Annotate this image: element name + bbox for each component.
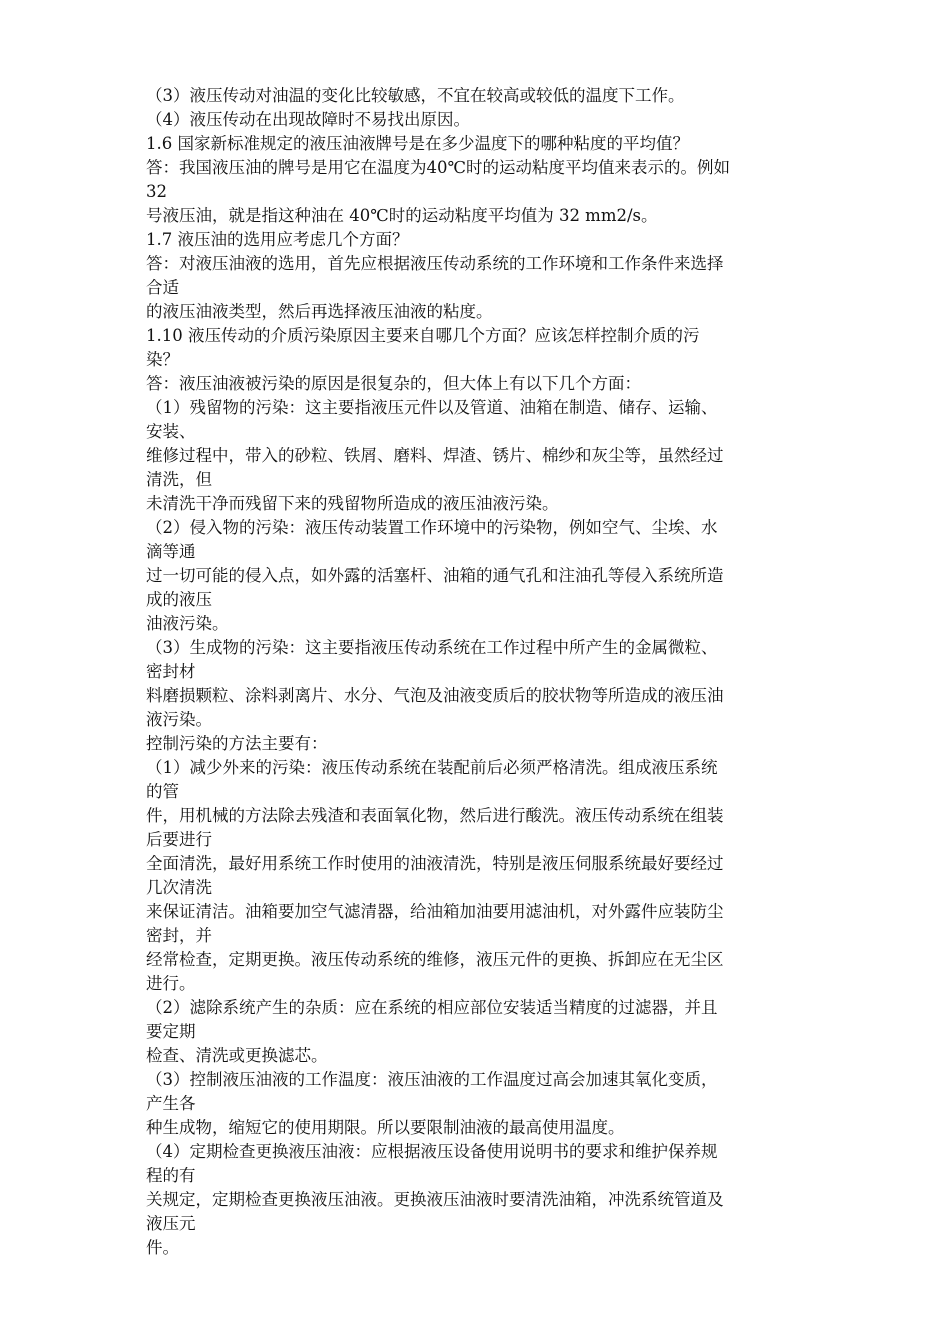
text-line: 件。 bbox=[146, 1238, 179, 1257]
text-line: 几次清洗 bbox=[146, 878, 212, 897]
text-line: 1.10 液压传动的介质污染原因主要来自哪几个方面？应该怎样控制介质的污 bbox=[146, 326, 700, 345]
text-line: 1.6 国家新标准规定的液压油液牌号是在多少温度下的哪种粘度的平均值？ bbox=[146, 134, 689, 153]
text-line: 维修过程中，带入的砂粒、铁屑、磨料、焊渣、锈片、棉纱和灰尘等，虽然经过 bbox=[146, 446, 724, 465]
text-line: （2）侵入物的污染：液压传动装置工作环境中的污染物，例如空气、尘埃、水 bbox=[146, 518, 718, 537]
text-line: 全面清洗，最好用系统工作时使用的油液清洗，特别是液压伺服系统最好要经过 bbox=[146, 854, 724, 873]
text-line: 合适 bbox=[146, 278, 179, 297]
text-line: 料磨损颗粒、涂料剥离片、水分、气泡及油液变质后的胶状物等所造成的液压油 bbox=[146, 686, 724, 705]
text-line: 关规定，定期检查更换液压油液。更换液压油液时要清洗油箱，冲洗系统管道及 bbox=[146, 1190, 724, 1209]
text-line: 经常检查，定期更换。液压传动系统的维修，液压元件的更换、拆卸应在无尘区 bbox=[146, 950, 724, 969]
text-line: 染？ bbox=[146, 350, 179, 369]
document-body bbox=[146, 84, 816, 1260]
text-line: （4）定期检查更换液压油液：应根据液压设备使用说明书的要求和维护保养规 bbox=[146, 1142, 718, 1161]
text-line: 产生各 bbox=[146, 1094, 196, 1113]
text-line: 件，用机械的方法除去残渣和表面氧化物，然后进行酸洗。液压传动系统在组装 bbox=[146, 806, 724, 825]
text-line: 密封材 bbox=[146, 662, 196, 681]
text-line: 答：对液压油液的选用，首先应根据液压传动系统的工作环境和工作条件来选择 bbox=[146, 254, 724, 273]
text-line: 32 bbox=[146, 182, 167, 201]
text-line: 的液压油液类型，然后再选择液压油液的粘度。 bbox=[146, 302, 493, 321]
text-line: 号液压油，就是指这种油在 40℃时的运动粘度平均值为 32 mm2/s。 bbox=[146, 206, 658, 225]
text-line: 未清洗干净而残留下来的残留物所造成的液压油液污染。 bbox=[146, 494, 559, 513]
text-line: 答：液压油液被污染的原因是很复杂的，但大体上有以下几个方面： bbox=[146, 374, 641, 393]
text-line: （3）液压传动对油温的变化比较敏感，不宜在较高或较低的温度下工作。 bbox=[146, 86, 685, 105]
text-line: 种生成物，缩短它的使用期限。所以要限制油液的最高使用温度。 bbox=[146, 1118, 625, 1137]
text-line: 过一切可能的侵入点，如外露的活塞杆、油箱的通气孔和注油孔等侵入系统所造 bbox=[146, 566, 724, 585]
text-line: 清洗，但 bbox=[146, 470, 212, 489]
text-line: 安装、 bbox=[146, 422, 196, 441]
text-line: 滴等通 bbox=[146, 542, 196, 561]
text-line: （2）滤除系统产生的杂质：应在系统的相应部位安装适当精度的过滤器，并且 bbox=[146, 998, 718, 1017]
text-line: 成的液压 bbox=[146, 590, 212, 609]
text-line: 液污染。 bbox=[146, 710, 212, 729]
text-line: 程的有 bbox=[146, 1166, 196, 1185]
text-line: （4）液压传动在出现故障时不易找出原因。 bbox=[146, 110, 470, 129]
text-line: （3）控制液压油液的工作温度：液压油液的工作温度过高会加速其氧化变质， bbox=[146, 1070, 718, 1089]
text-line: 检查、清洗或更换滤芯。 bbox=[146, 1046, 328, 1065]
text-line: 进行。 bbox=[146, 974, 196, 993]
text-line: （1）减少外来的污染：液压传动系统在装配前后必须严格清洗。组成液压系统 bbox=[146, 758, 718, 777]
text-line: 后要进行 bbox=[146, 830, 212, 849]
text-line: 密封，并 bbox=[146, 926, 212, 945]
text-line: 的管 bbox=[146, 782, 179, 801]
text-line: 答：我国液压油的牌号是用它在温度为40℃时的运动粘度平均值来表示的。例如 bbox=[146, 158, 730, 177]
text-line: （1）残留物的污染：这主要指液压元件以及管道、油箱在制造、储存、运输、 bbox=[146, 398, 718, 417]
text-line: （3）生成物的污染：这主要指液压传动系统在工作过程中所产生的金属微粒、 bbox=[146, 638, 718, 657]
text-line: 要定期 bbox=[146, 1022, 196, 1041]
text-line: 1.7 液压油的选用应考虑几个方面？ bbox=[146, 230, 409, 249]
text-line: 油液污染。 bbox=[146, 614, 229, 633]
text-line: 液压元 bbox=[146, 1214, 196, 1233]
text-line: 来保证清洁。油箱要加空气滤清器，给油箱加油要用滤油机，对外露件应装防尘 bbox=[146, 902, 724, 921]
text-line: 控制污染的方法主要有： bbox=[146, 734, 328, 753]
